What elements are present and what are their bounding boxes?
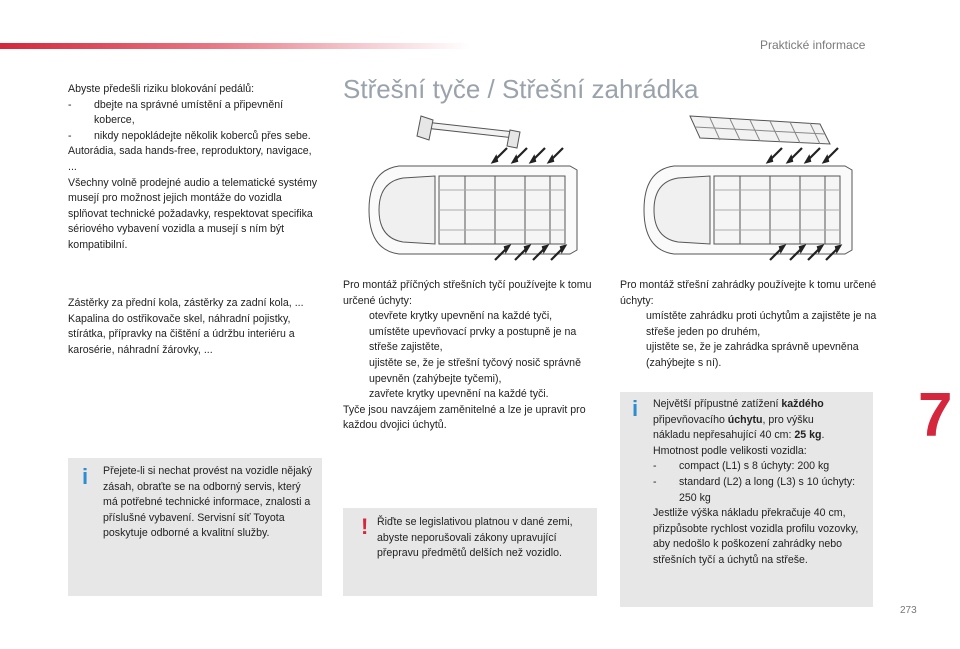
info-box-text: Největší přípustné zatížení každého připevňovacího úchytu, pro výšku nákladu nepřesahující 40 cm: 25 kg. Hmotnost podle velikosti vozidla: - compact (L1) s 8 úchyty: 200 kg - standard (L2) a long (L3) s 10 úchyty: 250 kg Jestliže výška nákladu překračuje 40 cm, přizpůsobte rychlost vozidla profilu vozovky, aby nedošlo k poškození zahrádky nebo střešních tyčí a úchytů na střeše. [653,397,867,569]
paragraph: Pro montáž střešní zahrádky používejte k tomu určené úchyty: [620,279,877,307]
paragraph: Zástěrky za přední kola, zástěrky za zadní kola, ... [68,297,304,309]
list-item: otevřete krytky upevnění na každé tyči, [369,310,553,323]
list-item: ujistěte se, že je střešní tyčový nosič správně upevněn (zahýbejte tyčemi), [369,356,581,385]
info-icon: i [82,464,89,489]
list-item: - standard (L2) a long (L3) s 10 úchyty: 250 kg [653,475,856,504]
paragraph: Všechny volně prodejné audio a telematické systémy musejí pro možnost jejich montáže do vozidla splňovat technické požadavky, respektovat specifika sériového vybavení vozidla a musejí s ním být kompatibilní. [68,176,318,251]
warning-box-text: Řiďte se legislativou platnou v dané zemi, abyste neporušovali zákony upravující přepravu předmětů delších než vozidlo. [377,516,573,560]
warning-icon: ! [361,514,369,539]
header-accent-bar [0,43,470,49]
list-item: ujistěte se, že je zahrádka správně upevněna (zahýbejte s ní). [646,341,859,369]
list-item: umístěte zahrádku proti úchytům a zajistěte je na střeše jeden po druhém, [646,310,877,338]
left-column-accessories [68,296,318,358]
paragraph: Pro montáž příčných střešních tyčí používejte k tomu určené úchyty: [343,279,592,307]
page-title: Střešní tyče / Střešní zahrádka [343,74,699,104]
pedal-intro: Abyste předešli riziku blokování pedálů: [68,83,255,95]
roof-bars-illustration [355,110,590,270]
roof-bars-instructions [343,278,595,434]
list-item: umístěte upevňovací prvky a postupně je na střeše zajistěte, [369,325,577,354]
left-column [68,82,318,254]
page-number: 273 [900,605,917,616]
info-icon: i [632,396,639,421]
paragraph: Tyče jsou navzájem zaměnitelné a lze je upravit pro každou dvojici úchytů. [343,403,586,432]
list-item: - nikdy nepokládejte několik koberců přes sebe. [68,129,311,142]
chapter-number: 7 [918,381,953,450]
paragraph: Autorádia, sada hands-free, reproduktory, navigace, ... [68,145,312,173]
roof-rack-illustration [630,110,865,270]
list-item: zavřete krytky upevnění na každé tyči. [369,388,549,401]
list-item: - compact (L1) s 8 úchyty: 200 kg [653,460,830,473]
info-box-service [68,458,322,596]
paragraph: Kapalina do ostřikovače skel, náhradní pojistky, stírátka, přípravky na čištění a údržbu interiéru a karosérie, náhradní žárovky, ... [68,312,295,356]
section-title: Praktické informace [760,38,866,52]
info-box-load [620,392,873,607]
list-item: - dbejte na správné umístění a připevnění koberce, [68,98,284,127]
warning-box [343,508,597,596]
roof-rack-instructions [620,278,878,372]
info-box-text: Přejete-li si nechat provést na vozidle nějaký zásah, obraťte se na odborný servis, který má potřebné technické informace, znalosti a příslušné vybavení. Servisní síť Toyota poskytuje odborné a kvalitní služby. [103,465,313,540]
